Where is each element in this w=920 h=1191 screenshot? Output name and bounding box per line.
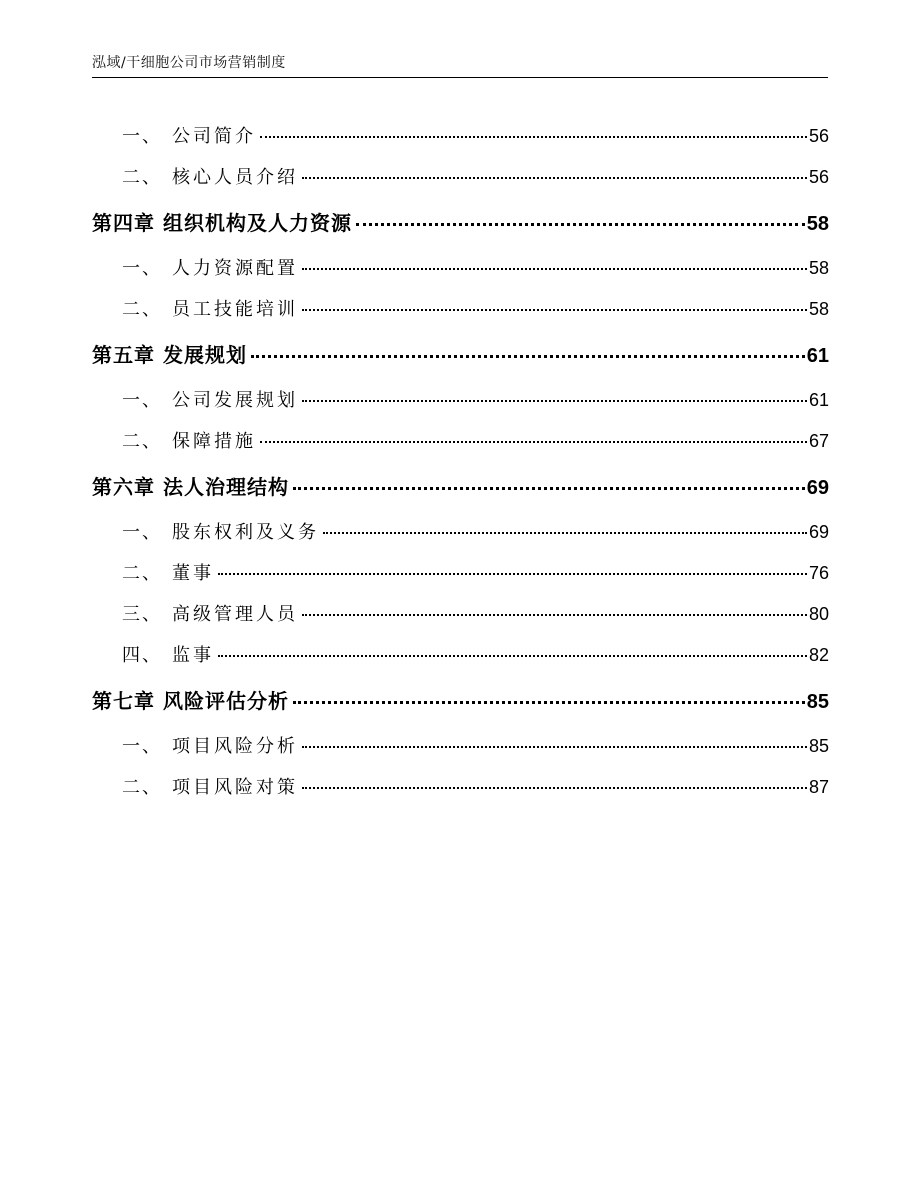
- toc-entry-chapter[interactable]: [92, 198, 829, 248]
- dot-leader: [356, 223, 805, 226]
- toc-entry-title: 高级管理人员: [172, 604, 298, 625]
- dot-leader: [251, 355, 805, 358]
- toc-chapter-title: 第六章 法人治理结构: [92, 475, 289, 499]
- toc-entry-page: 61: [808, 390, 829, 410]
- page-header: 泓域/干细胞公司市场营销制度: [92, 55, 286, 71]
- toc-entry-number: 一、: [122, 736, 162, 757]
- toc-entry-number: 一、: [122, 390, 162, 411]
- toc-entry-page: 69: [806, 477, 829, 499]
- toc-chapter-title: 第四章 组织机构及人力资源: [92, 211, 352, 235]
- dot-leader: [323, 532, 807, 534]
- dot-leader: [302, 268, 807, 270]
- toc-chapter-title: 第五章 发展规划: [92, 343, 247, 367]
- toc-entry-number: 二、: [122, 299, 162, 320]
- toc-entry-section[interactable]: [92, 726, 829, 767]
- toc-entry-number: 二、: [122, 431, 162, 452]
- toc-entry-section[interactable]: [92, 157, 829, 198]
- toc-entry-title: 公司发展规划: [172, 390, 298, 411]
- toc-entry-page: 56: [808, 167, 829, 187]
- toc-entry-title: 董事: [172, 563, 214, 584]
- toc-entry-section[interactable]: [92, 553, 829, 594]
- dot-leader: [293, 487, 805, 490]
- toc-entry-page: 85: [808, 736, 829, 756]
- dot-leader: [260, 136, 807, 138]
- toc-entry-section[interactable]: [92, 116, 829, 157]
- table-of-contents: [92, 116, 829, 808]
- toc-entry-page: 76: [808, 563, 829, 583]
- toc-entry-number: 二、: [122, 167, 162, 188]
- dot-leader: [302, 614, 807, 616]
- toc-entry-page: 85: [806, 691, 829, 713]
- toc-entry-title: 公司简介: [172, 126, 256, 147]
- toc-entry-number: 二、: [122, 777, 162, 798]
- toc-entry-section[interactable]: [92, 289, 829, 330]
- toc-entry-number: 四、: [122, 645, 162, 666]
- toc-entry-section[interactable]: [92, 635, 829, 676]
- toc-entry-title: 股东权利及义务: [172, 522, 319, 543]
- toc-entry-section[interactable]: [92, 421, 829, 462]
- dot-leader: [218, 655, 807, 657]
- toc-entry-section[interactable]: [92, 248, 829, 289]
- dot-leader: [302, 746, 807, 748]
- dot-leader: [218, 573, 807, 575]
- dot-leader: [293, 701, 805, 704]
- toc-entry-title: 核心人员介绍: [172, 167, 298, 188]
- toc-entry-title: 员工技能培训: [172, 299, 298, 320]
- toc-entry-page: 56: [808, 126, 829, 146]
- toc-entry-chapter[interactable]: [92, 330, 829, 380]
- toc-entry-page: 82: [808, 645, 829, 665]
- toc-entry-title: 人力资源配置: [172, 258, 298, 279]
- header-rule: [92, 77, 828, 78]
- dot-leader: [302, 400, 807, 402]
- toc-entry-title: 保障措施: [172, 431, 256, 452]
- toc-entry-page: 69: [808, 522, 829, 542]
- toc-entry-chapter[interactable]: [92, 462, 829, 512]
- dot-leader: [302, 309, 807, 311]
- dot-leader: [302, 787, 807, 789]
- toc-entry-title: 项目风险对策: [172, 777, 298, 798]
- toc-entry-number: 二、: [122, 563, 162, 584]
- toc-entry-number: 三、: [122, 604, 162, 625]
- toc-entry-page: 61: [806, 345, 829, 367]
- toc-entry-number: 一、: [122, 522, 162, 543]
- toc-entry-section[interactable]: [92, 767, 829, 808]
- dot-leader: [302, 177, 807, 179]
- toc-entry-page: 58: [806, 213, 829, 235]
- toc-entry-page: 58: [808, 299, 829, 319]
- toc-entry-section[interactable]: [92, 380, 829, 421]
- toc-entry-page: 58: [808, 258, 829, 278]
- toc-entry-number: 一、: [122, 126, 162, 147]
- toc-entry-page: 80: [808, 604, 829, 624]
- toc-entry-number: 一、: [122, 258, 162, 279]
- toc-entry-chapter[interactable]: [92, 676, 829, 726]
- toc-entry-title: 项目风险分析: [172, 736, 298, 757]
- toc-entry-page: 87: [808, 777, 829, 797]
- toc-chapter-title: 第七章 风险评估分析: [92, 689, 289, 713]
- toc-entry-page: 67: [808, 431, 829, 451]
- dot-leader: [260, 441, 807, 443]
- toc-entry-section[interactable]: [92, 512, 829, 553]
- toc-entry-section[interactable]: [92, 594, 829, 635]
- toc-entry-title: 监事: [172, 645, 214, 666]
